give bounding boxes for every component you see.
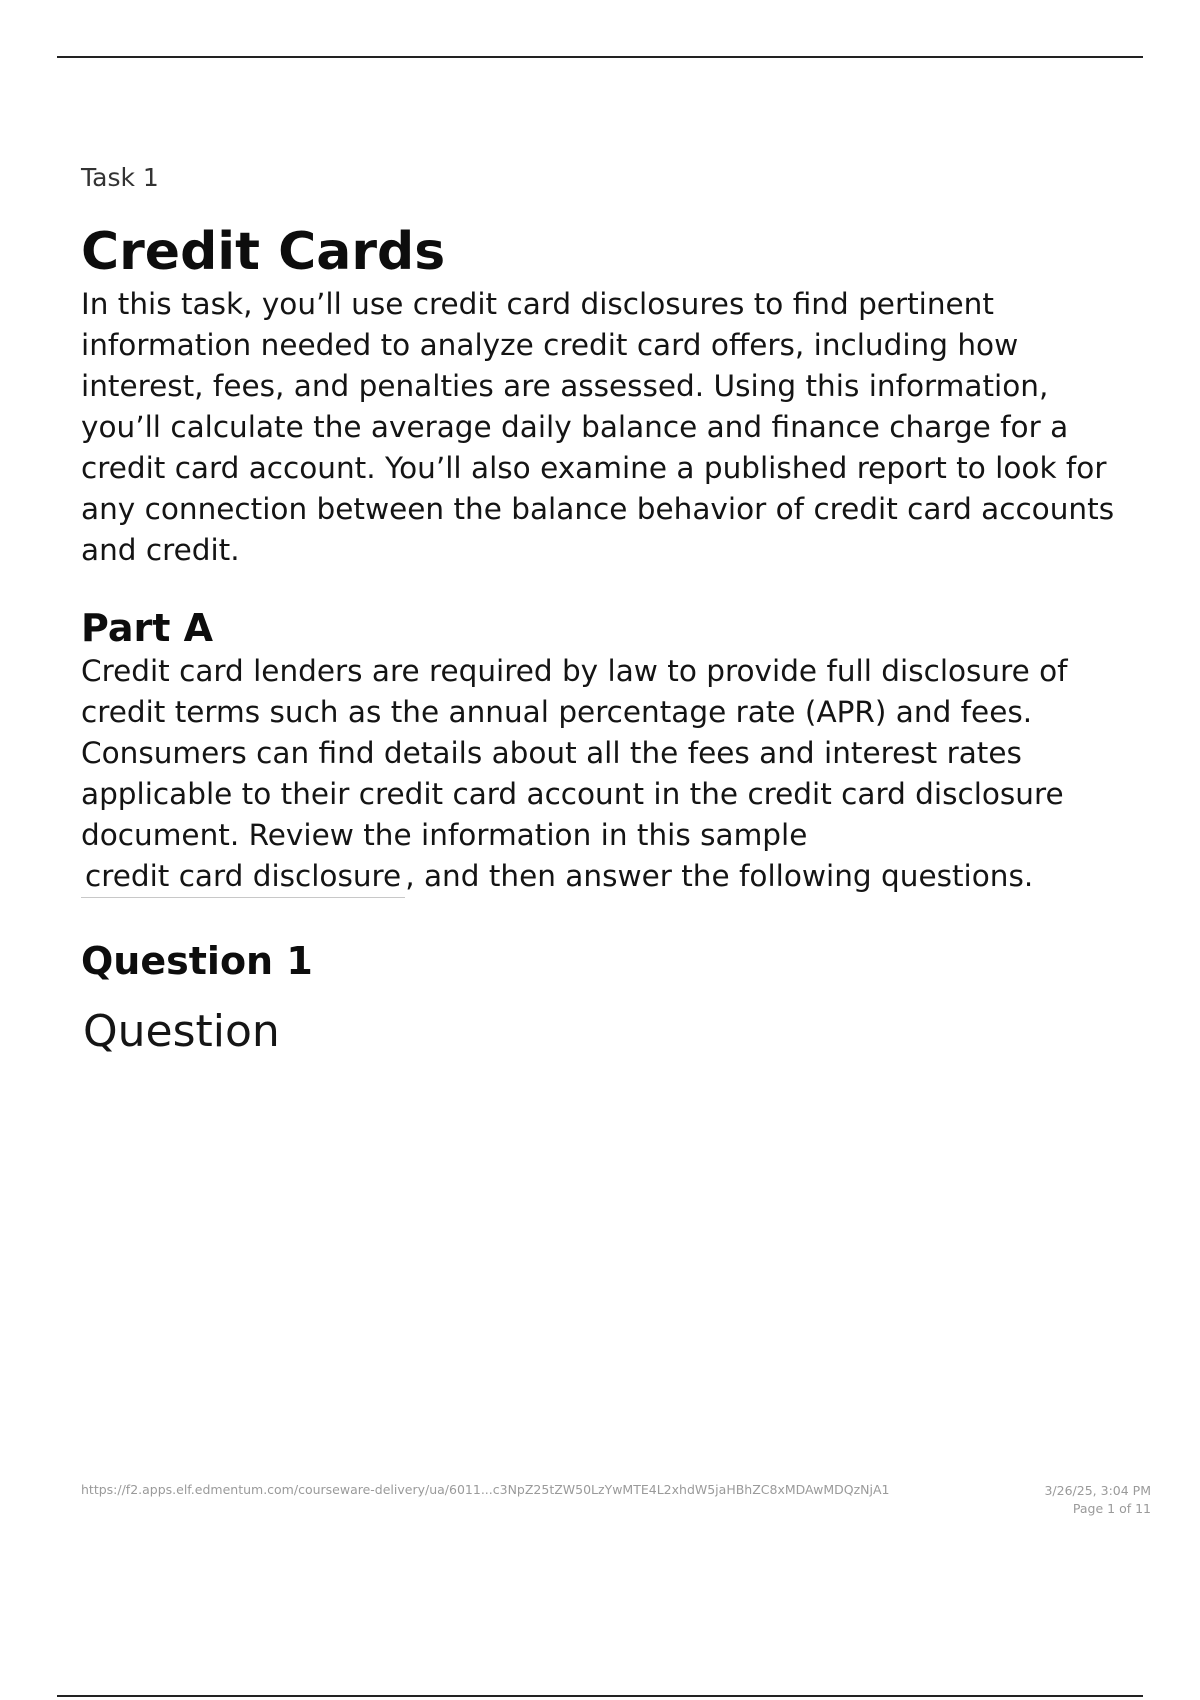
question-label: Question [83, 1006, 280, 1057]
footer-meta [1044, 1482, 1151, 1518]
credit-card-disclosure-link[interactable]: credit card disclosure [81, 856, 405, 898]
part-a-text-after-link: , and then answer the following questions. [405, 859, 1034, 893]
footer-url: https://f2.apps.elf.edmentum.com/courseware-delivery/ua/6011...c3NpZ25tZW50LzYwMTE4L2xhdW5jaHBhZC8xMDAwMDQzNjA1 [81, 1482, 890, 1497]
main-content [81, 162, 1141, 1058]
part-a-text-before-link: Credit card lenders are required by law to provide full disclosure of credit terms such as the annual percentage rate (APR) and fees. Consumers can find details about all the fees and interest rates applicable to their credit card account in the credit card disclosure document. Review the information in this sample [81, 654, 1068, 852]
bottom-rule [57, 1695, 1143, 1697]
top-rule [57, 56, 1143, 58]
task-label: Task 1 [81, 163, 159, 192]
footer-timestamp: 3/26/25, 3:04 PM [1044, 1483, 1151, 1498]
intro-paragraph: In this task, you’ll use credit card disclosures to find pertinent information needed to analyze credit card offers, including how interest, fees, and penalties are assessed. Using this information, you’ll calculate the average daily balance and finance charge for a credit card account. You’ll also examine a published report to look for any connection between the balance behavior of credit card accounts and credit. [81, 287, 1115, 567]
part-a-heading: Part A [81, 606, 214, 650]
part-a-paragraph [81, 651, 1131, 898]
question-1-heading: Question 1 [81, 939, 313, 983]
footer-page-info: Page 1 of 11 [1072, 1501, 1151, 1516]
page-title: Credit Cards [81, 222, 446, 282]
